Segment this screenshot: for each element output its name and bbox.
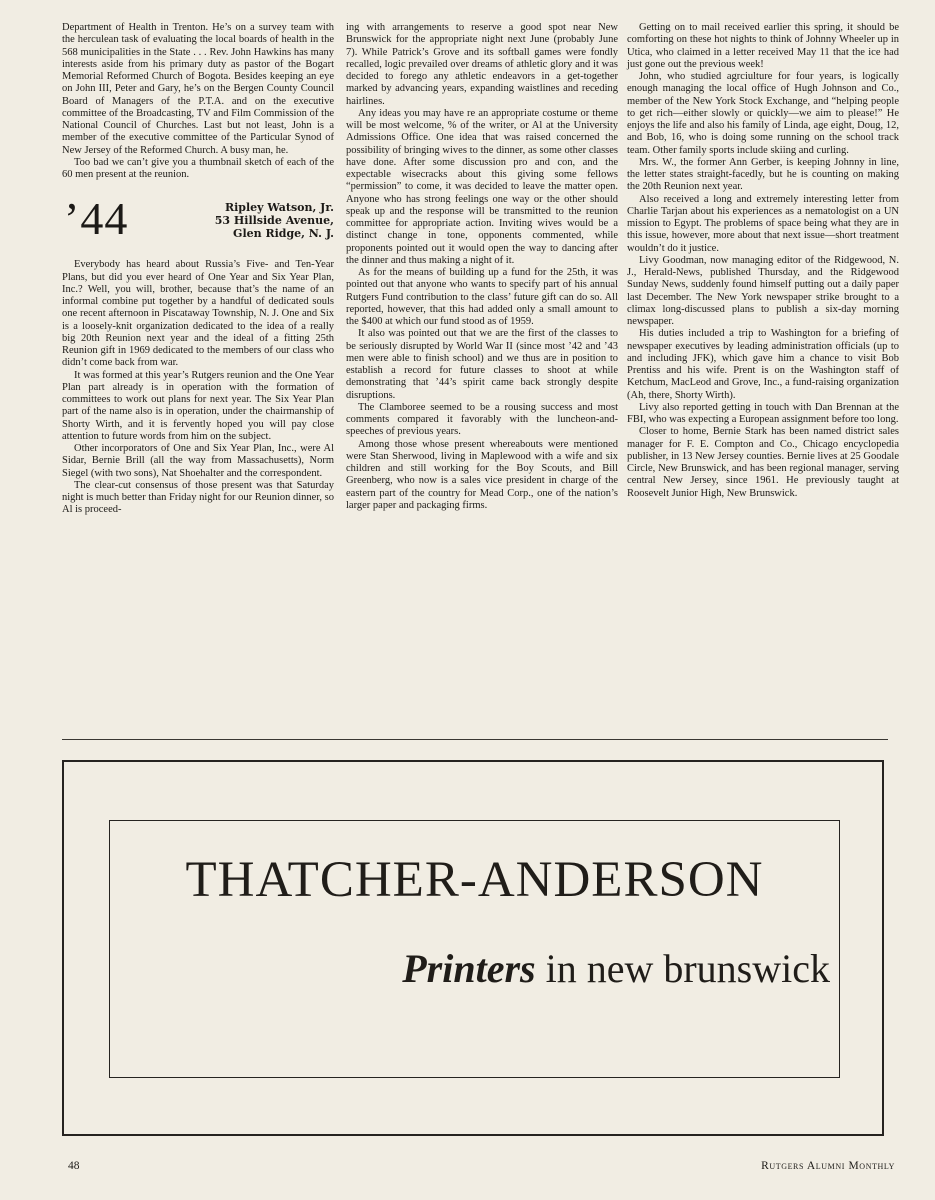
advertiser-name: THATCHER-ANDERSON [185, 852, 764, 908]
paragraph: Mrs. W., the former Ann Gerber, is keeping Johnny in line, the letter states straight-facedly, but he is counting on making the 20th Reunion next year. [627, 156, 899, 193]
correspondent-street: 53 Hillside Avenue, [214, 214, 334, 228]
paragraph: Any ideas you may have re an appropriate costume or theme will be most welcome, % of the writer, or Al at the University Admissions Office. One idea that was raised concerned the possibility of bringing wives to the dinner, as some other classes have done. After some discussion pro and con, and the expectable wisecracks about this giving some fellows “permission” to come, it was decided to leave the matter open. Anyone who has strong feelings one way or the other should speak up and the response will be transmitted to the reunion committee for appropriate action. Inviting wives would be a distinct change in tone, opponents commented, while proponents pointed out it would open the way to dancing after the dinner and thus making a night of it. [346, 107, 618, 266]
publication-name: Rutgers Alumni Monthly [761, 1160, 895, 1172]
paragraph: Livy Goodman, now managing editor of the Ridgewood, N. J., Herald-News, published Thursday, and the Ridgewood Sunday News, suddenly found himself putting out a daily paper last December. The New York newspaper strike brought to a climax long-discussed plans to publish a six-day morning newspaper. [627, 254, 899, 327]
article-column-3 [627, 22, 899, 500]
paragraph: Department of Health in Trenton. He’s on a survey team with the herculean task of evaluating the local boards of health in the 568 municipalities in the State . . . Rev. John Hawkins has many interests aside from his primary duty as pastor of the Bogart Memorial Reformed Church of Bogota. Besides keeping an eye on John III, Peter and Gary, he’s on the Bergen County Council Board of Managers of the P.T.A. and on the executive committee of the Broadcasting, TV and Film Commission of the National Council of Churches. Last but not least, John is a member of the executive committee of the Particular Synod of New Jersey of the Reformed Church. A busy man, he. [62, 22, 334, 156]
class-year: ’44 [64, 193, 129, 245]
paragraph: Also received a long and extremely interesting letter from Charlie Tarjan about his experiences as a nematologist on a UN mission to Egypt. The problems of space being what they are in this issue, however, more about that next issue—short treatment wouldn’t do it justice. [627, 193, 899, 254]
paragraph: Other incorporators of One and Six Year Plan, Inc., were Al Sidar, Bernie Brill (all the way from Massachusetts), Norm Siegel (with two sons), Nat Shoehalter and the correspondent. [62, 443, 334, 479]
article-column-2 [346, 22, 618, 512]
class-heading [62, 193, 334, 253]
paragraph: The Clamboree seemed to be a rousing success and most comments compared it favorably with the luncheon-and-speeches of previous years. [346, 401, 618, 438]
paragraph: Among those whose present whereabouts were mentioned were Stan Sherwood, living in Maplewood with a wife and six children and still working for the Boy Scouts, and Bill Greenberg, who now is a sales vice president in charge of the eastern part of the country for Mead Corp., one of the nation’s larger paper and packaging firms. [346, 438, 618, 511]
paragraph: It also was pointed out that we are the first of the classes to be seriously disrupted by World War II (since most ’42 and ’43 men were able to finish school) and we thus are in position to establish a record for future classes to shoot at while demonstrating that ’44’s spirit came back strongly despite disruptions. [346, 328, 618, 401]
paragraph: As for the means of building up a fund for the 25th, it was pointed out that anyone who wants to specify part of his annual Rutgers Fund contribution to the class’ future gift can do so. All reported, however, that this had added only a small amount to the $400 at which our fund stood as of 1959. [346, 267, 618, 327]
paragraph: John, who studied agrciulture for four years, is logically enough managing the local office of Hugh Johnson and Co., member of the New York Stock Exchange, and “helping people to get rich—either slowly or quickly—we aim to please!” He enjoys the life and also his family of Linda, age eight, Doug, 12, and Bob, 16, who is doing some running on the school track team. Other family sports include skiing and curling. [627, 71, 899, 156]
article-column-1 [62, 22, 334, 517]
section-divider [62, 739, 888, 740]
class-correspondent [215, 201, 334, 240]
tagline-printers: Printers [402, 946, 536, 991]
page-number: 48 [68, 1160, 80, 1172]
paragraph: His duties included a trip to Washington for a briefing of newspaper executives by leading administration officials (up to and including JFK), which gave him a chance to visit Bob Prentiss and his wife. Prent is on the Washington staff of Ketchum, MacLeod and Grove, Inc., a fund-raising organization (Ah, there, Shorty Wirth). [627, 328, 899, 401]
paragraph: ing with arrangements to reserve a good spot near New Brunswick for the appropriate night next June (probably June 7). While Patrick’s Grove and its softball games were fondly recalled, logic prevailed over dreams of athletic glory and it was decided to forego any athletic endeavors in a get-together marked by advancing years, expanding waistlines and receding hairlines. [346, 22, 618, 107]
paragraph: Livy also reported getting in touch with Dan Brennan at the FBI, who was expecting a European assignment before too long. [627, 401, 899, 425]
paragraph: Getting on to mail received earlier this spring, it should be comforting on these hot nights to think of Johnny Wheeler up in Utica, who claimed in a letter received May 11 that the ice had just gone out the previous week! [627, 22, 899, 70]
paragraph: Closer to home, Bernie Stark has been named district sales manager for F. E. Compton and Co., Chicago encyclopedia publisher, in 13 New Jersey counties. Bernie lives at 25 Goodale Circle, New Brunswick, and has been regional manager, serving central New Jersey, since 1961. He previously taught at Roosevelt Junior High, New Brunswick. [627, 426, 899, 499]
paragraph: The clear-cut consensus of those present was that Saturday night is much better than Friday night for our Reunion dinner, so Al is proceed- [62, 479, 334, 516]
advertiser-tagline [402, 944, 830, 994]
paragraph: Too bad we can’t give you a thumbnail sketch of each of the 60 men present at the reunion. [62, 156, 334, 180]
correspondent-name: Ripley Watson, Jr. [224, 201, 334, 215]
paragraph: It was formed at this year’s Rutgers reunion and the One Year Plan part already is in operation with the formation of committees to work out plans for next year. The Six Year Plan part of the name also is in operation, under the chairmanship of Shorty Wirth, and it is fervently hoped you will pay close attention to future words from him on the subject. [62, 369, 334, 442]
paragraph: Everybody has heard about Russia’s Five- and Ten-Year Plans, but did you ever heard of One Year and Six Year Plan, Inc.? Well, you will, brother, because that’s the name of an informal combine put together by a handful of dedicated souls one recent afternoon in Piscataway Township, N. J. One and Six is a loosely-knit organization dedicated to the idea of a really big 20th Reunion next year and the ideal of a fitting 25th Reunion gift in 1969 dedicated to the members of our class who didn’t come back from war. [62, 259, 334, 369]
tagline-location: in new brunswick [535, 946, 830, 991]
correspondent-city: Glen Ridge, N. J. [233, 227, 334, 241]
